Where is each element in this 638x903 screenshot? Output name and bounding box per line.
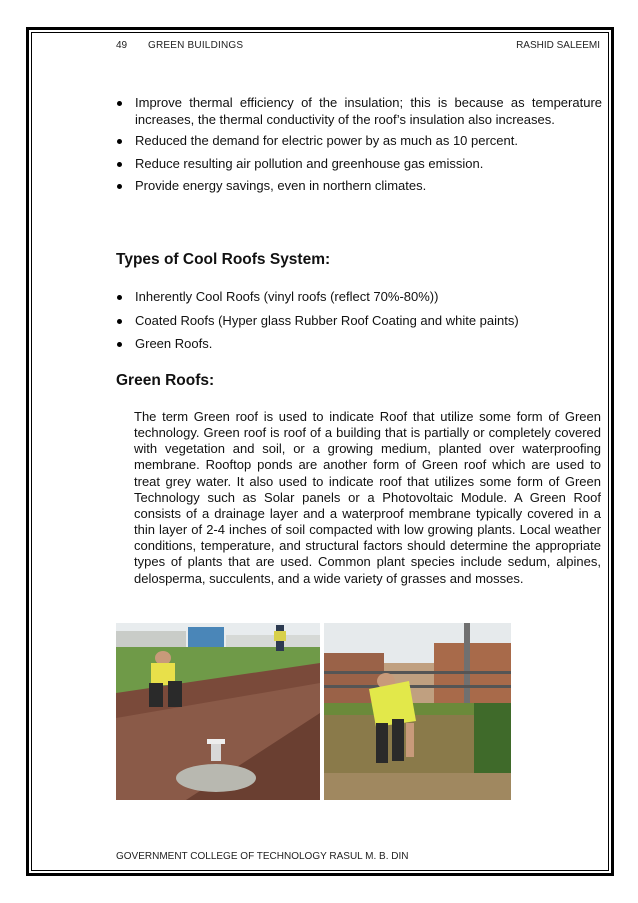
list-item: Reduced the demand for electric power by as much as 10 percent. bbox=[116, 133, 602, 150]
page-header bbox=[116, 40, 600, 54]
page-number: 49 bbox=[116, 40, 128, 51]
bullet-icon bbox=[117, 184, 122, 189]
page-footer: GOVERNMENT COLLEGE OF TECHNOLOGY RASUL M. B. DIN bbox=[116, 851, 409, 862]
bullet-icon bbox=[117, 295, 122, 300]
bullet-icon bbox=[117, 342, 122, 347]
benefits-list bbox=[116, 95, 602, 195]
green-roofs-paragraph: The term Green roof is used to indicate Roof that utilize some form of Green technology. Green roof is roof of a building that is partially or completely covered with vegetation and soil, or a growing medium, planted over waterproofing membrane. Rooftop ponds are another form of Green roof which are used to treat grey water. It also used to indicate roof that utilizes some form of Green Technology such as Solar panels or a Photovoltaic Module. A Green Roof consists of a drainage layer and a waterproof membrane typically covered in a thin layer of 2-4 inches of soil compacted with low growing plants. Local weather conditions, temperature, and structural factors should determine the appropriate types of plants that are used. Common plant species include sedum, alpines, delosperma, succulents, and a wide variety of grasses and mosses. bbox=[134, 409, 601, 586]
list-item: Inherently Cool Roofs (vinyl roofs (reflect 70%-80%)) bbox=[116, 289, 602, 306]
list-item: Coated Roofs (Hyper glass Rubber Roof Coating and white paints) bbox=[116, 313, 602, 330]
list-item: Green Roofs. bbox=[116, 336, 602, 353]
green-roof-photo-left bbox=[116, 623, 320, 800]
bullet-icon bbox=[117, 162, 122, 167]
section-heading-green-roofs: Green Roofs: bbox=[116, 372, 215, 389]
section-heading-types: Types of Cool Roofs System: bbox=[116, 251, 331, 268]
bullet-icon bbox=[117, 139, 122, 144]
header-title: GREEN BUILDINGS bbox=[148, 40, 244, 51]
types-list bbox=[116, 289, 602, 360]
bullet-icon bbox=[117, 101, 122, 106]
list-item: Improve thermal efficiency of the insulation; this is because as temperature increases, the thermal conductivity of the roof’s insulation also increases. bbox=[116, 95, 602, 128]
bullet-icon bbox=[117, 319, 122, 324]
list-item: Provide energy savings, even in northern climates. bbox=[116, 178, 602, 195]
header-author: RASHID SALEEMI bbox=[516, 40, 600, 51]
green-roof-photo-right bbox=[324, 623, 511, 800]
list-item: Reduce resulting air pollution and greenhouse gas emission. bbox=[116, 156, 602, 173]
